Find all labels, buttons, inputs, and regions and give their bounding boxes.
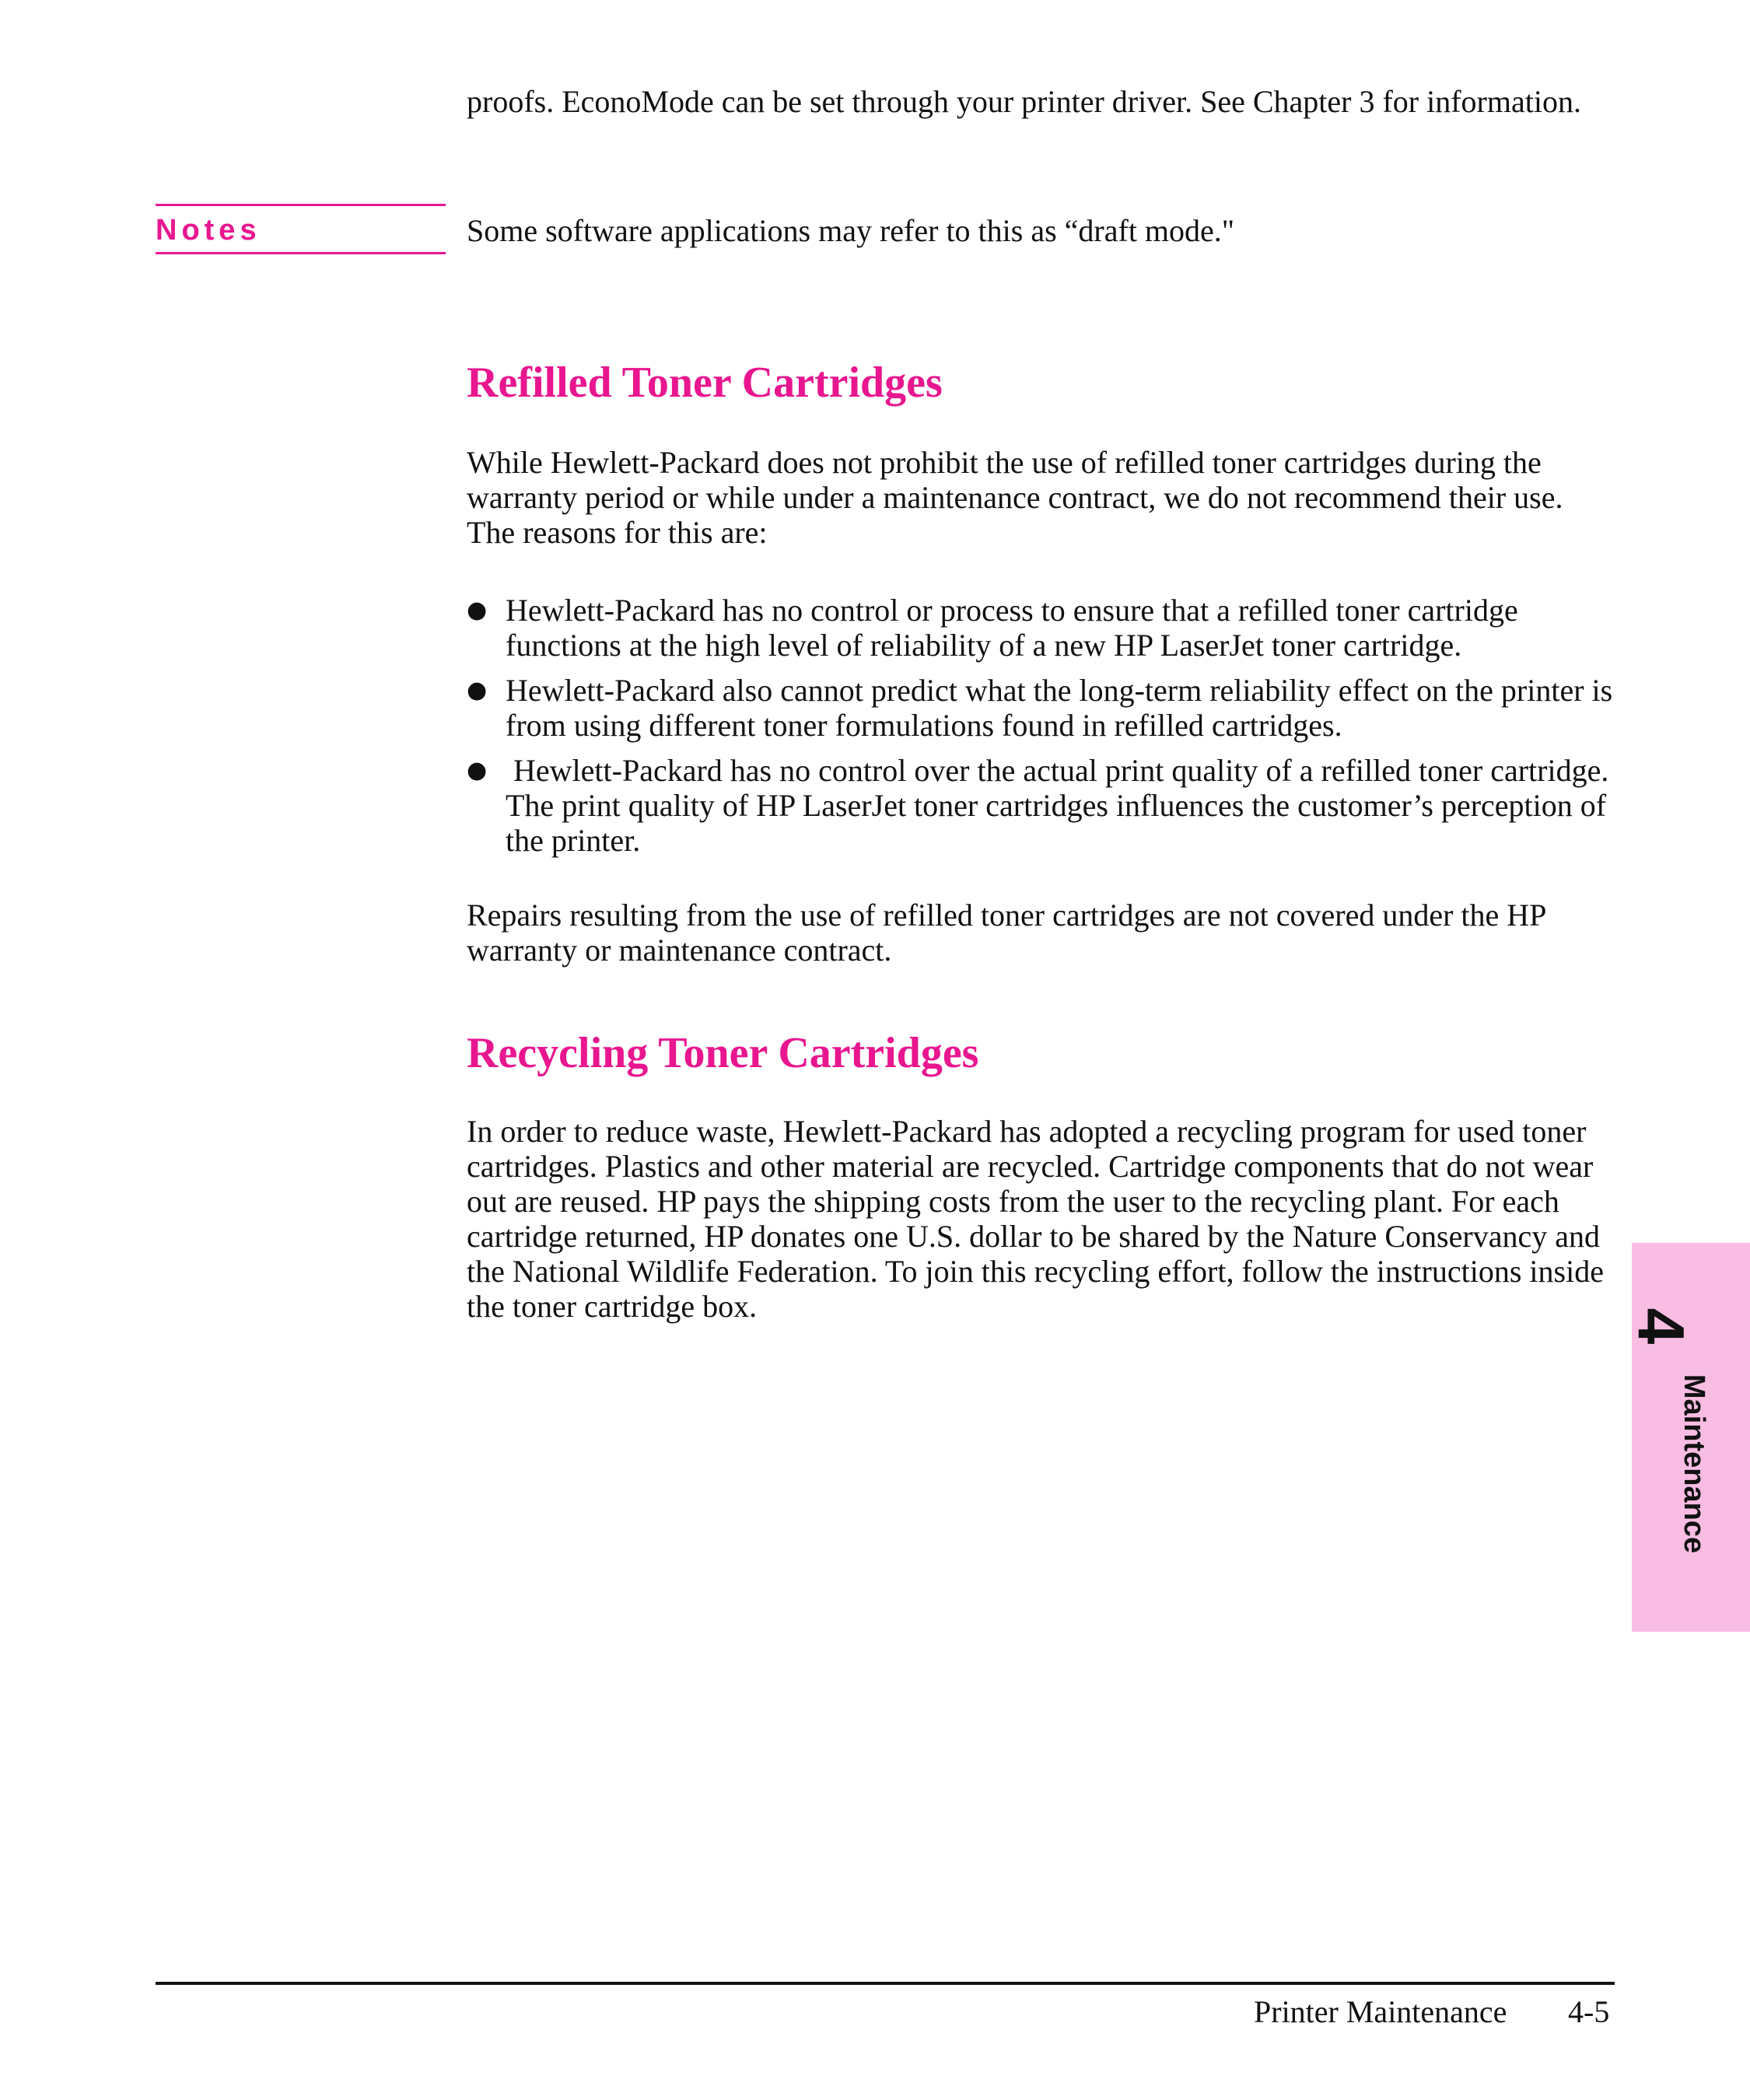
footer-rule — [156, 1982, 1615, 1985]
recycling-paragraph: In order to reduce waste, Hewlett-Packard has adopted a recycling program for used toner cartridges. Plastics and other material are recycled. Cartridge components that do not wear out are reused. HP pays the shipping costs from the user to the recycling plant. For each cartridge returned, HP donates one U.S. dollar to be shared by the Nature Conservancy and the National Wildlife Federation. To join this recycling effort, follow the instructions inside the toner cartridge box. — [467, 1114, 1604, 1324]
refilled-intro-paragraph: While Hewlett-Packard does not prohibit the use of refilled toner cartridges during the warranty period or while under a maintenance contract, we do not recommend their use. The reasons for this are: — [467, 445, 1563, 550]
list-item — [467, 753, 1618, 858]
page-number: 4-5 — [1568, 1994, 1610, 2029]
chapter-tab-label: Maintenance — [1678, 1374, 1710, 1554]
list-item-text: Hewlett-Packard also cannot predict what the long-term reliability effect on the printer is from using different toner formulations found in refilled cartridges. — [506, 673, 1613, 743]
section-heading-recycling: Recycling Toner Cartridges — [467, 1029, 979, 1077]
bullet-icon: ● — [467, 597, 488, 624]
notes-rule-top — [156, 204, 446, 206]
intro-paragraph: proofs. EconoMode can be set through your printer driver. See Chapter 3 for information. — [467, 84, 1581, 119]
list-item — [467, 593, 1618, 663]
chapter-tab-number: 4 — [1624, 1307, 1698, 1345]
notes-label: Notes — [156, 214, 261, 247]
repairs-paragraph: Repairs resulting from the use of refilled toner cartridges are not covered under the HP warranty or maintenance contract. — [467, 898, 1545, 968]
bullet-icon: ● — [467, 757, 488, 784]
list-item-text: Hewlett-Packard has no control or process to ensure that a refilled toner cartridge functions at the high level of reliability of a new HP LaserJet toner cartridge. — [506, 593, 1518, 663]
footer-title: Printer Maintenance — [1254, 1994, 1507, 2029]
notes-text: Some software applications may refer to this as “draft mode." — [467, 213, 1235, 248]
notes-rule-bottom — [156, 252, 446, 254]
list-item — [467, 673, 1618, 743]
reasons-list — [467, 593, 1618, 868]
bullet-icon: ● — [467, 677, 488, 704]
list-item-text: Hewlett-Packard has no control over the actual print quality of a refilled toner cartridge. The print quality of HP LaserJet toner cartridges influences the customer’s perception of the printer. — [506, 753, 1616, 858]
section-heading-refilled: Refilled Toner Cartridges — [467, 359, 943, 407]
